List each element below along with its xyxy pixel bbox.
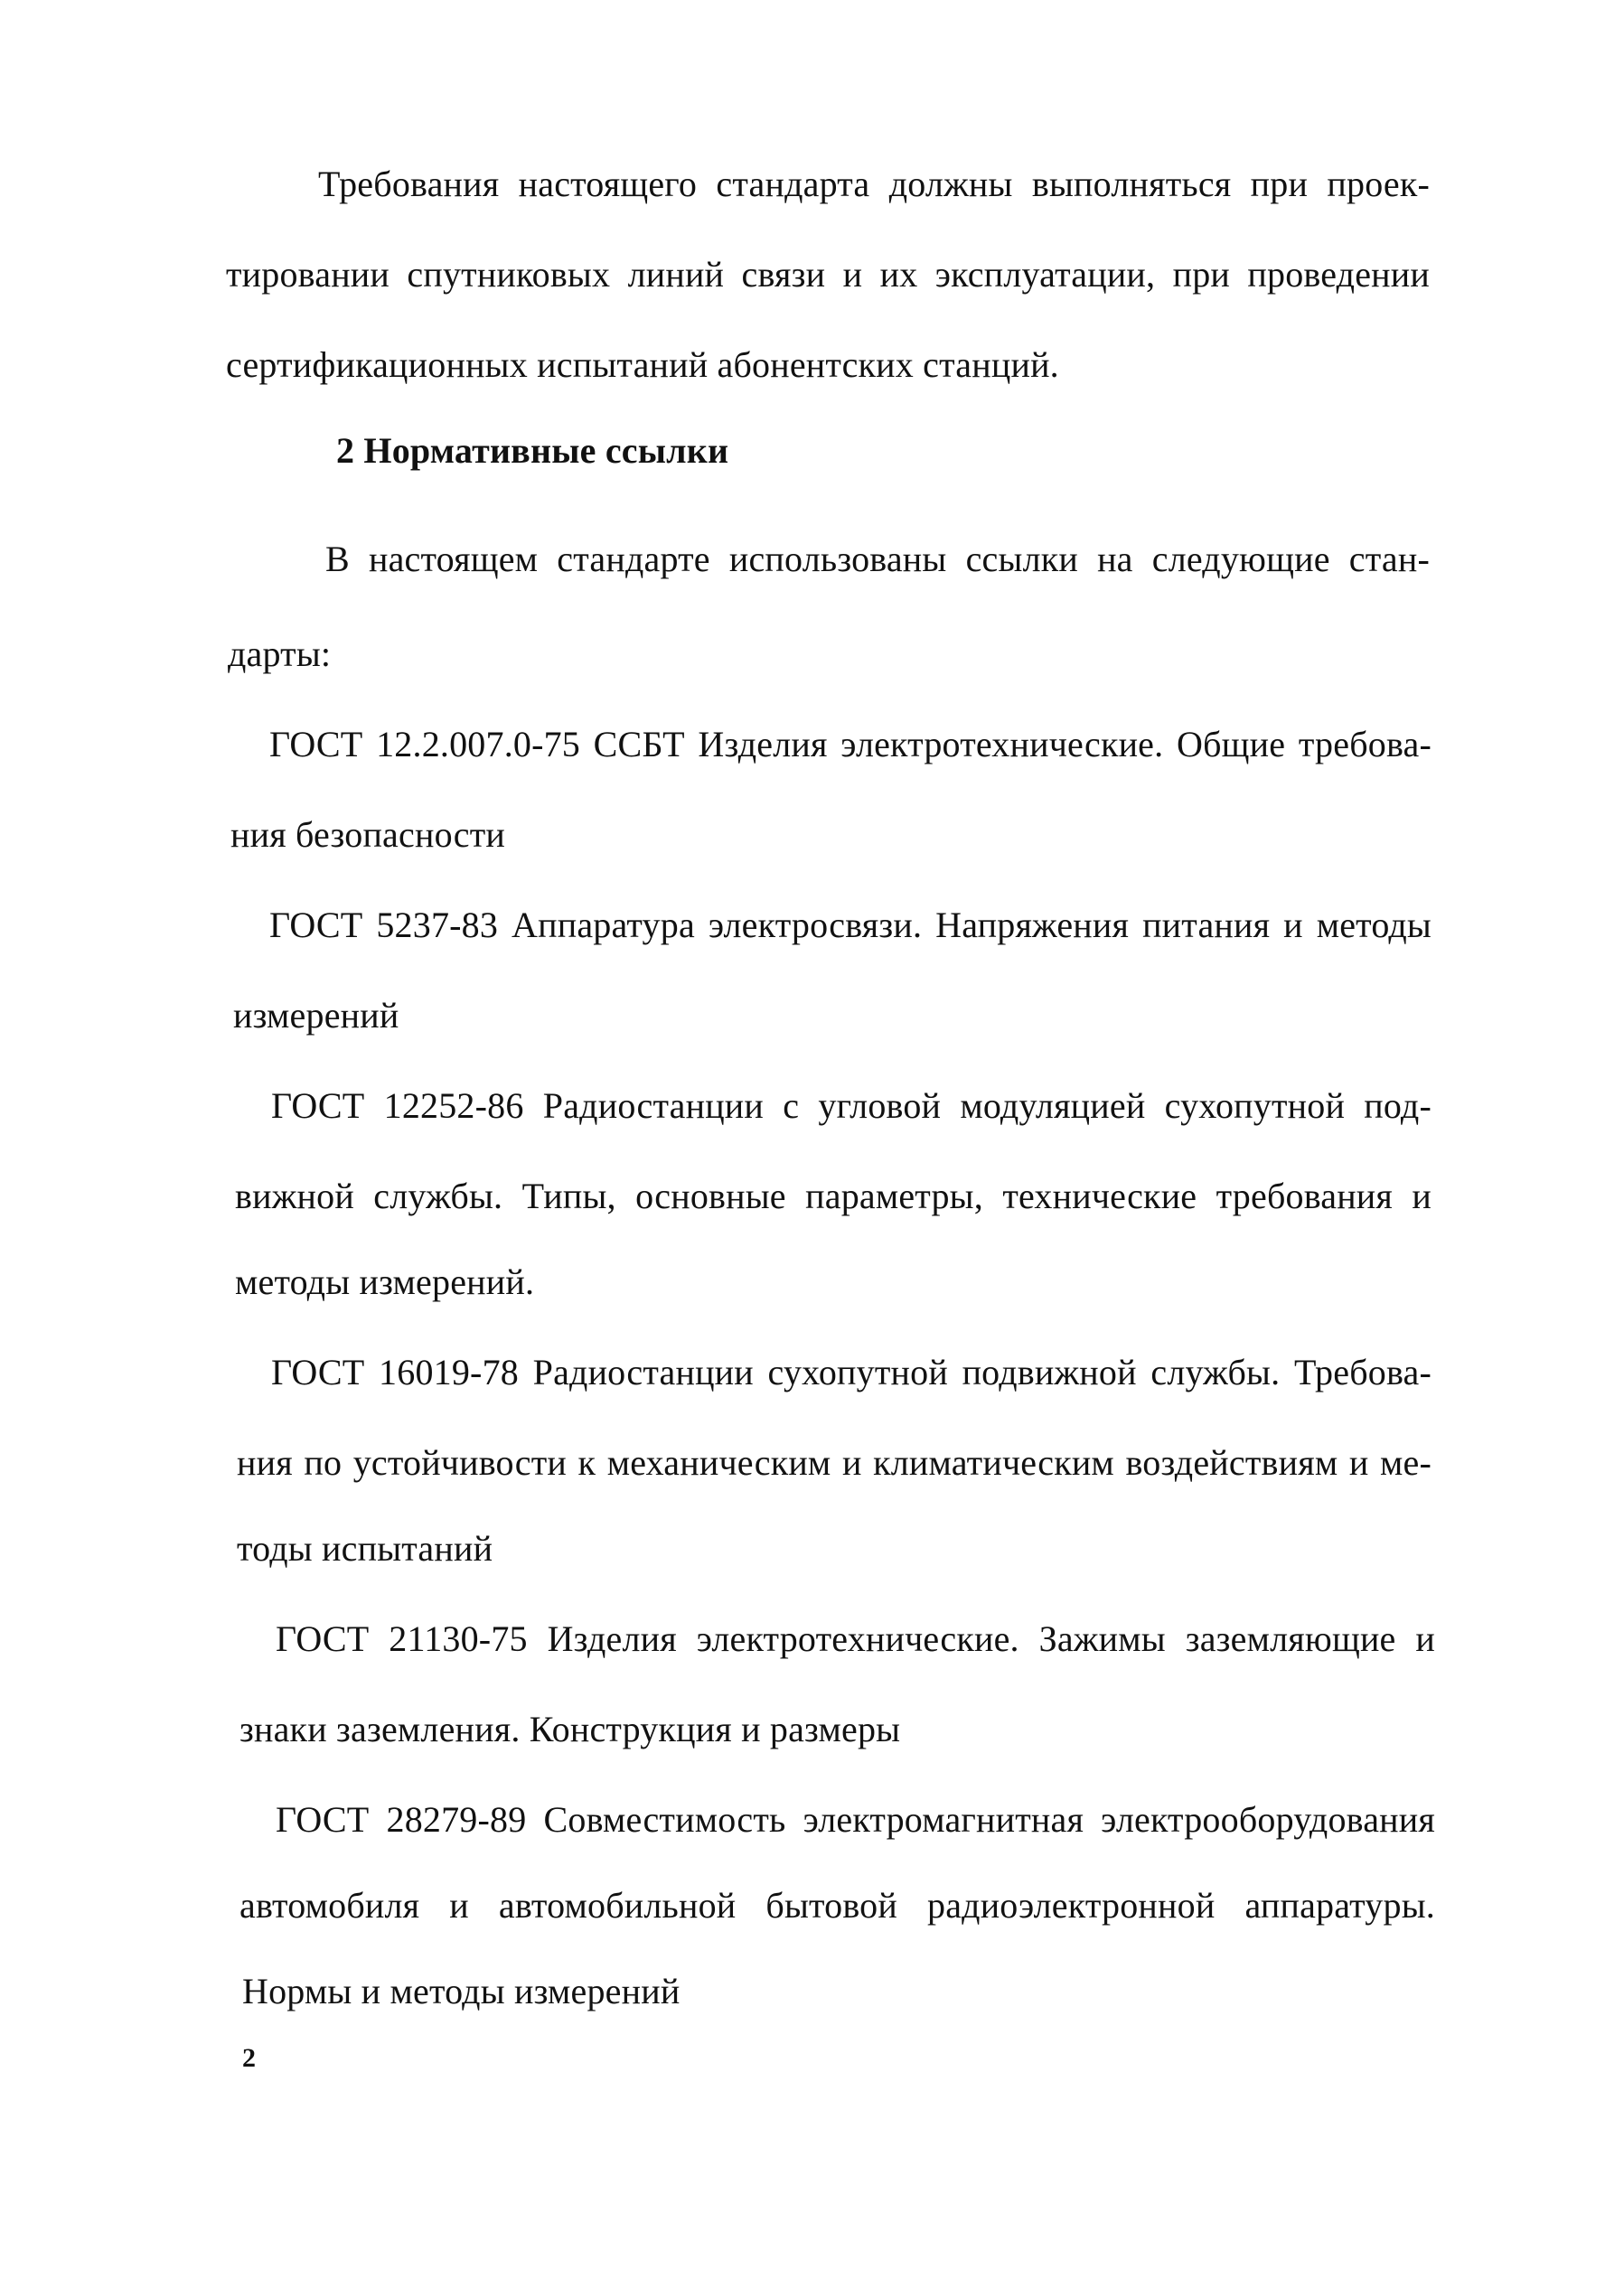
- section-lead-line-2: дарты:: [228, 633, 332, 674]
- reference-5-line-1: ГОСТ 21130-75 Изделия электротехнические. Зажимы заземляющие и: [276, 1618, 1435, 1659]
- reference-1-line-1: ГОСТ 12.2.007.0-75 ССБТ Изделия электротехнические. Общие требова-: [269, 724, 1432, 764]
- reference-1-line-2: ния безопасности: [230, 814, 506, 855]
- reference-6-line-2: автомобиля и автомобильной бытовой радиоэлектронной аппаратуры.: [239, 1885, 1435, 1926]
- intro-line-3: сертификационных испытаний абонентских станций.: [226, 344, 1059, 385]
- intro-line-2: тировании спутниковых линий связи и их эксплуатации, при проведении: [226, 254, 1430, 295]
- reference-2-line-2: измерений: [233, 995, 399, 1036]
- reference-3-line-3: методы измерений.: [235, 1261, 535, 1302]
- reference-4-line-2: ния по устойчивости к механическим и климатическим воздействиям и ме-: [237, 1442, 1432, 1483]
- section-heading: 2 Нормативные ссылки: [336, 430, 729, 471]
- reference-6-line-1: ГОСТ 28279-89 Совместимость электромагнитная электрооборудования: [276, 1799, 1435, 1840]
- reference-2-line-1: ГОСТ 5237-83 Аппаратура электросвязи. Напряжения питания и методы: [269, 905, 1432, 945]
- reference-4-line-3: тоды испытаний: [237, 1528, 493, 1569]
- section-lead-line-1: В настоящем стандарте использованы ссылки на следующие стан-: [325, 539, 1430, 579]
- intro-line-1: Требования настоящего стандарта должны выполняться при проек-: [318, 164, 1430, 204]
- reference-5-line-2: знаки заземления. Конструкция и размеры: [239, 1709, 901, 1749]
- page-number: 2: [242, 2043, 256, 2073]
- reference-3-line-1: ГОСТ 12252-86 Радиостанции с угловой модуляцией сухопутной под-: [271, 1085, 1432, 1126]
- reference-4-line-1: ГОСТ 16019-78 Радиостанции сухопутной подвижной службы. Требова-: [271, 1352, 1432, 1392]
- reference-6-line-3: Нормы и методы измерений: [242, 1971, 681, 2011]
- reference-3-line-2: вижной службы. Типы, основные параметры, технические требования и: [235, 1176, 1432, 1216]
